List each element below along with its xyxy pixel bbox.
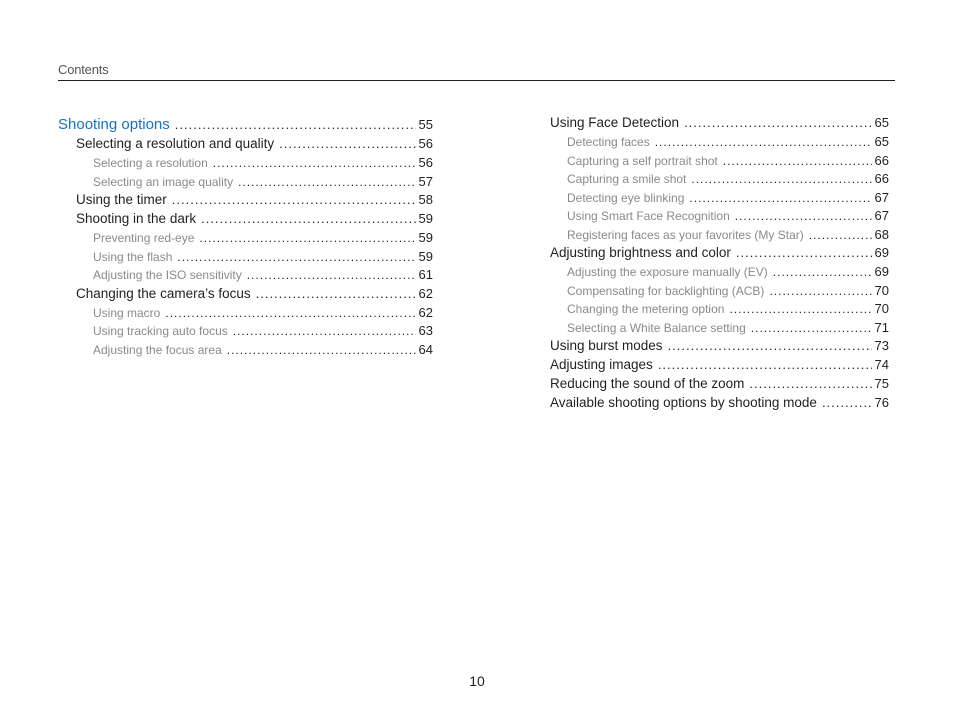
toc-page-number: 70 <box>874 282 889 298</box>
toc-page-number: 57 <box>418 173 433 189</box>
toc-entry[interactable] <box>532 338 889 357</box>
toc-entry-title: Shooting in the dark <box>76 211 197 226</box>
toc-entry-title: Capturing a smile shot <box>567 172 687 186</box>
toc-entry-title: Using the flash <box>93 249 173 264</box>
toc-page-number: 59 <box>418 248 433 264</box>
toc-page-number: 70 <box>874 301 889 316</box>
toc-page-number: 55 <box>418 117 433 132</box>
toc-page-number: 66 <box>874 152 889 168</box>
toc-subentry[interactable] <box>58 323 433 342</box>
toc-entry[interactable] <box>58 136 433 155</box>
toc-page-number: 61 <box>418 267 433 282</box>
toc-entry-title: Adjusting the exposure manually (EV) <box>567 265 768 279</box>
toc-leader-dots <box>749 376 871 391</box>
toc-entry-title: Adjusting the ISO sensitivity <box>93 268 242 282</box>
toc-subentry[interactable] <box>532 283 889 302</box>
toc-subentry[interactable] <box>532 134 889 153</box>
toc-subentry[interactable] <box>58 342 433 361</box>
toc-leader-dots <box>691 172 871 186</box>
toc-subentry[interactable] <box>532 264 889 283</box>
toc-subentry[interactable] <box>532 208 889 227</box>
toc-subentry[interactable] <box>58 305 433 324</box>
toc-entry-title: Selecting a resolution and quality <box>76 136 275 151</box>
toc-leader-dots <box>172 192 416 207</box>
toc-leader-dots <box>773 265 872 279</box>
toc-leader-dots <box>723 154 872 168</box>
toc-entry-title: Shooting options <box>58 116 170 133</box>
toc-page-number: 66 <box>874 171 889 186</box>
toc-entry-title: Selecting a resolution <box>93 156 208 170</box>
toc-leader-dots <box>199 231 415 245</box>
toc-leader-dots <box>769 284 871 298</box>
toc-page-number: 65 <box>874 115 889 130</box>
toc-leader-dots <box>279 136 415 151</box>
toc-leader-dots <box>655 135 872 149</box>
toc-entry-title: Using burst modes <box>550 338 663 353</box>
toc-subentry[interactable] <box>532 227 889 246</box>
toc-entry-title: Selecting a White Balance setting <box>567 320 746 335</box>
toc-entry[interactable] <box>532 357 889 376</box>
toc-page-number: 56 <box>418 155 433 170</box>
toc-entry-title: Detecting faces <box>567 135 650 149</box>
toc-right-column <box>532 115 889 414</box>
toc-entry-title: Adjusting the focus area <box>93 342 222 357</box>
toc-leader-dots <box>227 343 416 357</box>
toc-entry-title: Available shooting options by shooting mode <box>550 395 817 410</box>
toc-entry-title: Capturing a self portrait shot <box>567 153 718 168</box>
toc-entry[interactable] <box>532 245 889 264</box>
toc-subentry[interactable] <box>532 171 889 190</box>
toc-page-number: 68 <box>874 226 889 242</box>
toc-subentry[interactable] <box>532 190 889 209</box>
toc-leader-dots <box>809 228 872 242</box>
toc-entry-title: Changing the metering option <box>567 302 725 316</box>
toc-leader-dots <box>165 306 415 320</box>
toc-leader-dots <box>684 115 871 130</box>
toc-entry-title: Using tracking auto focus <box>93 324 228 338</box>
toc-subentry[interactable] <box>58 230 433 249</box>
toc-leader-dots <box>822 395 872 410</box>
toc-page-number: 73 <box>874 338 889 353</box>
toc-leader-dots <box>201 211 415 226</box>
toc-leader-dots <box>729 302 871 316</box>
toc-leader-dots <box>736 245 872 260</box>
header-divider <box>58 80 895 81</box>
toc-left-column <box>58 116 433 360</box>
toc-leader-dots <box>256 286 416 301</box>
toc-entry[interactable] <box>532 395 889 414</box>
toc-page-number: 76 <box>874 395 889 410</box>
toc-page-number: 75 <box>874 376 889 391</box>
toc-entry-title: Selecting an image quality <box>93 174 234 189</box>
toc-entry-title: Compensating for backlighting (ACB) <box>567 283 765 298</box>
toc-entry-title: Changing the camera’s focus <box>76 285 251 301</box>
toc-entry-title: Using Smart Face Recognition <box>567 209 730 223</box>
toc-subentry[interactable] <box>58 249 433 268</box>
toc-page-number: 56 <box>418 136 433 151</box>
toc-page-number: 64 <box>418 341 433 357</box>
toc-subentry[interactable] <box>532 301 889 320</box>
header-label: Contents <box>58 62 109 77</box>
toc-leader-dots <box>175 117 416 132</box>
toc-page-number: 58 <box>418 192 433 207</box>
toc-entry[interactable] <box>58 192 433 211</box>
toc-page-number: 63 <box>418 323 433 338</box>
page-number: 10 <box>469 673 485 689</box>
toc-section-heading[interactable] <box>58 116 433 135</box>
toc-entry-title: Preventing red-eye <box>93 231 195 245</box>
toc-leader-dots <box>735 209 872 223</box>
toc-page-number: 62 <box>418 304 433 320</box>
toc-subentry[interactable] <box>532 153 889 172</box>
toc-entry-title: Registering faces as your favorites (My Star) <box>567 227 804 242</box>
toc-subentry[interactable] <box>58 267 433 286</box>
toc-leader-dots <box>233 324 416 338</box>
toc-entry-title: Adjusting brightness and color <box>550 245 731 260</box>
toc-subentry[interactable] <box>58 155 433 174</box>
toc-page-number: 71 <box>874 319 889 335</box>
toc-page-number: 62 <box>418 285 433 301</box>
toc-entry-title: Using macro <box>93 305 161 320</box>
toc-leader-dots <box>751 321 872 335</box>
toc-entry-title: Using Face Detection <box>550 115 680 130</box>
toc-entry[interactable] <box>58 211 433 230</box>
toc-leader-dots <box>177 250 415 264</box>
toc-page-number: 67 <box>874 208 889 223</box>
toc-page-number: 59 <box>418 211 433 226</box>
toc-leader-dots <box>247 268 416 282</box>
toc-entry[interactable] <box>532 376 889 395</box>
toc-subentry[interactable] <box>58 174 433 193</box>
toc-entry-title: Adjusting images <box>550 357 653 372</box>
toc-leader-dots <box>238 175 415 189</box>
toc-entry-title: Using the timer <box>76 192 167 207</box>
toc-leader-dots <box>689 191 871 205</box>
toc-entry[interactable] <box>532 115 889 134</box>
toc-page-number: 67 <box>874 189 889 205</box>
toc-page-number: 65 <box>874 134 889 149</box>
toc-subentry[interactable] <box>532 320 889 339</box>
toc-page-number: 69 <box>874 264 889 279</box>
toc-page-number: 69 <box>874 245 889 260</box>
toc-leader-dots <box>213 156 416 170</box>
toc-leader-dots <box>658 357 872 372</box>
toc-leader-dots <box>668 338 872 353</box>
toc-entry-title: Detecting eye blinking <box>567 190 685 205</box>
toc-entry[interactable] <box>58 286 433 305</box>
toc-page-number: 59 <box>418 230 433 245</box>
toc-page-number: 74 <box>874 357 889 372</box>
toc-entry-title: Reducing the sound of the zoom <box>550 376 745 391</box>
